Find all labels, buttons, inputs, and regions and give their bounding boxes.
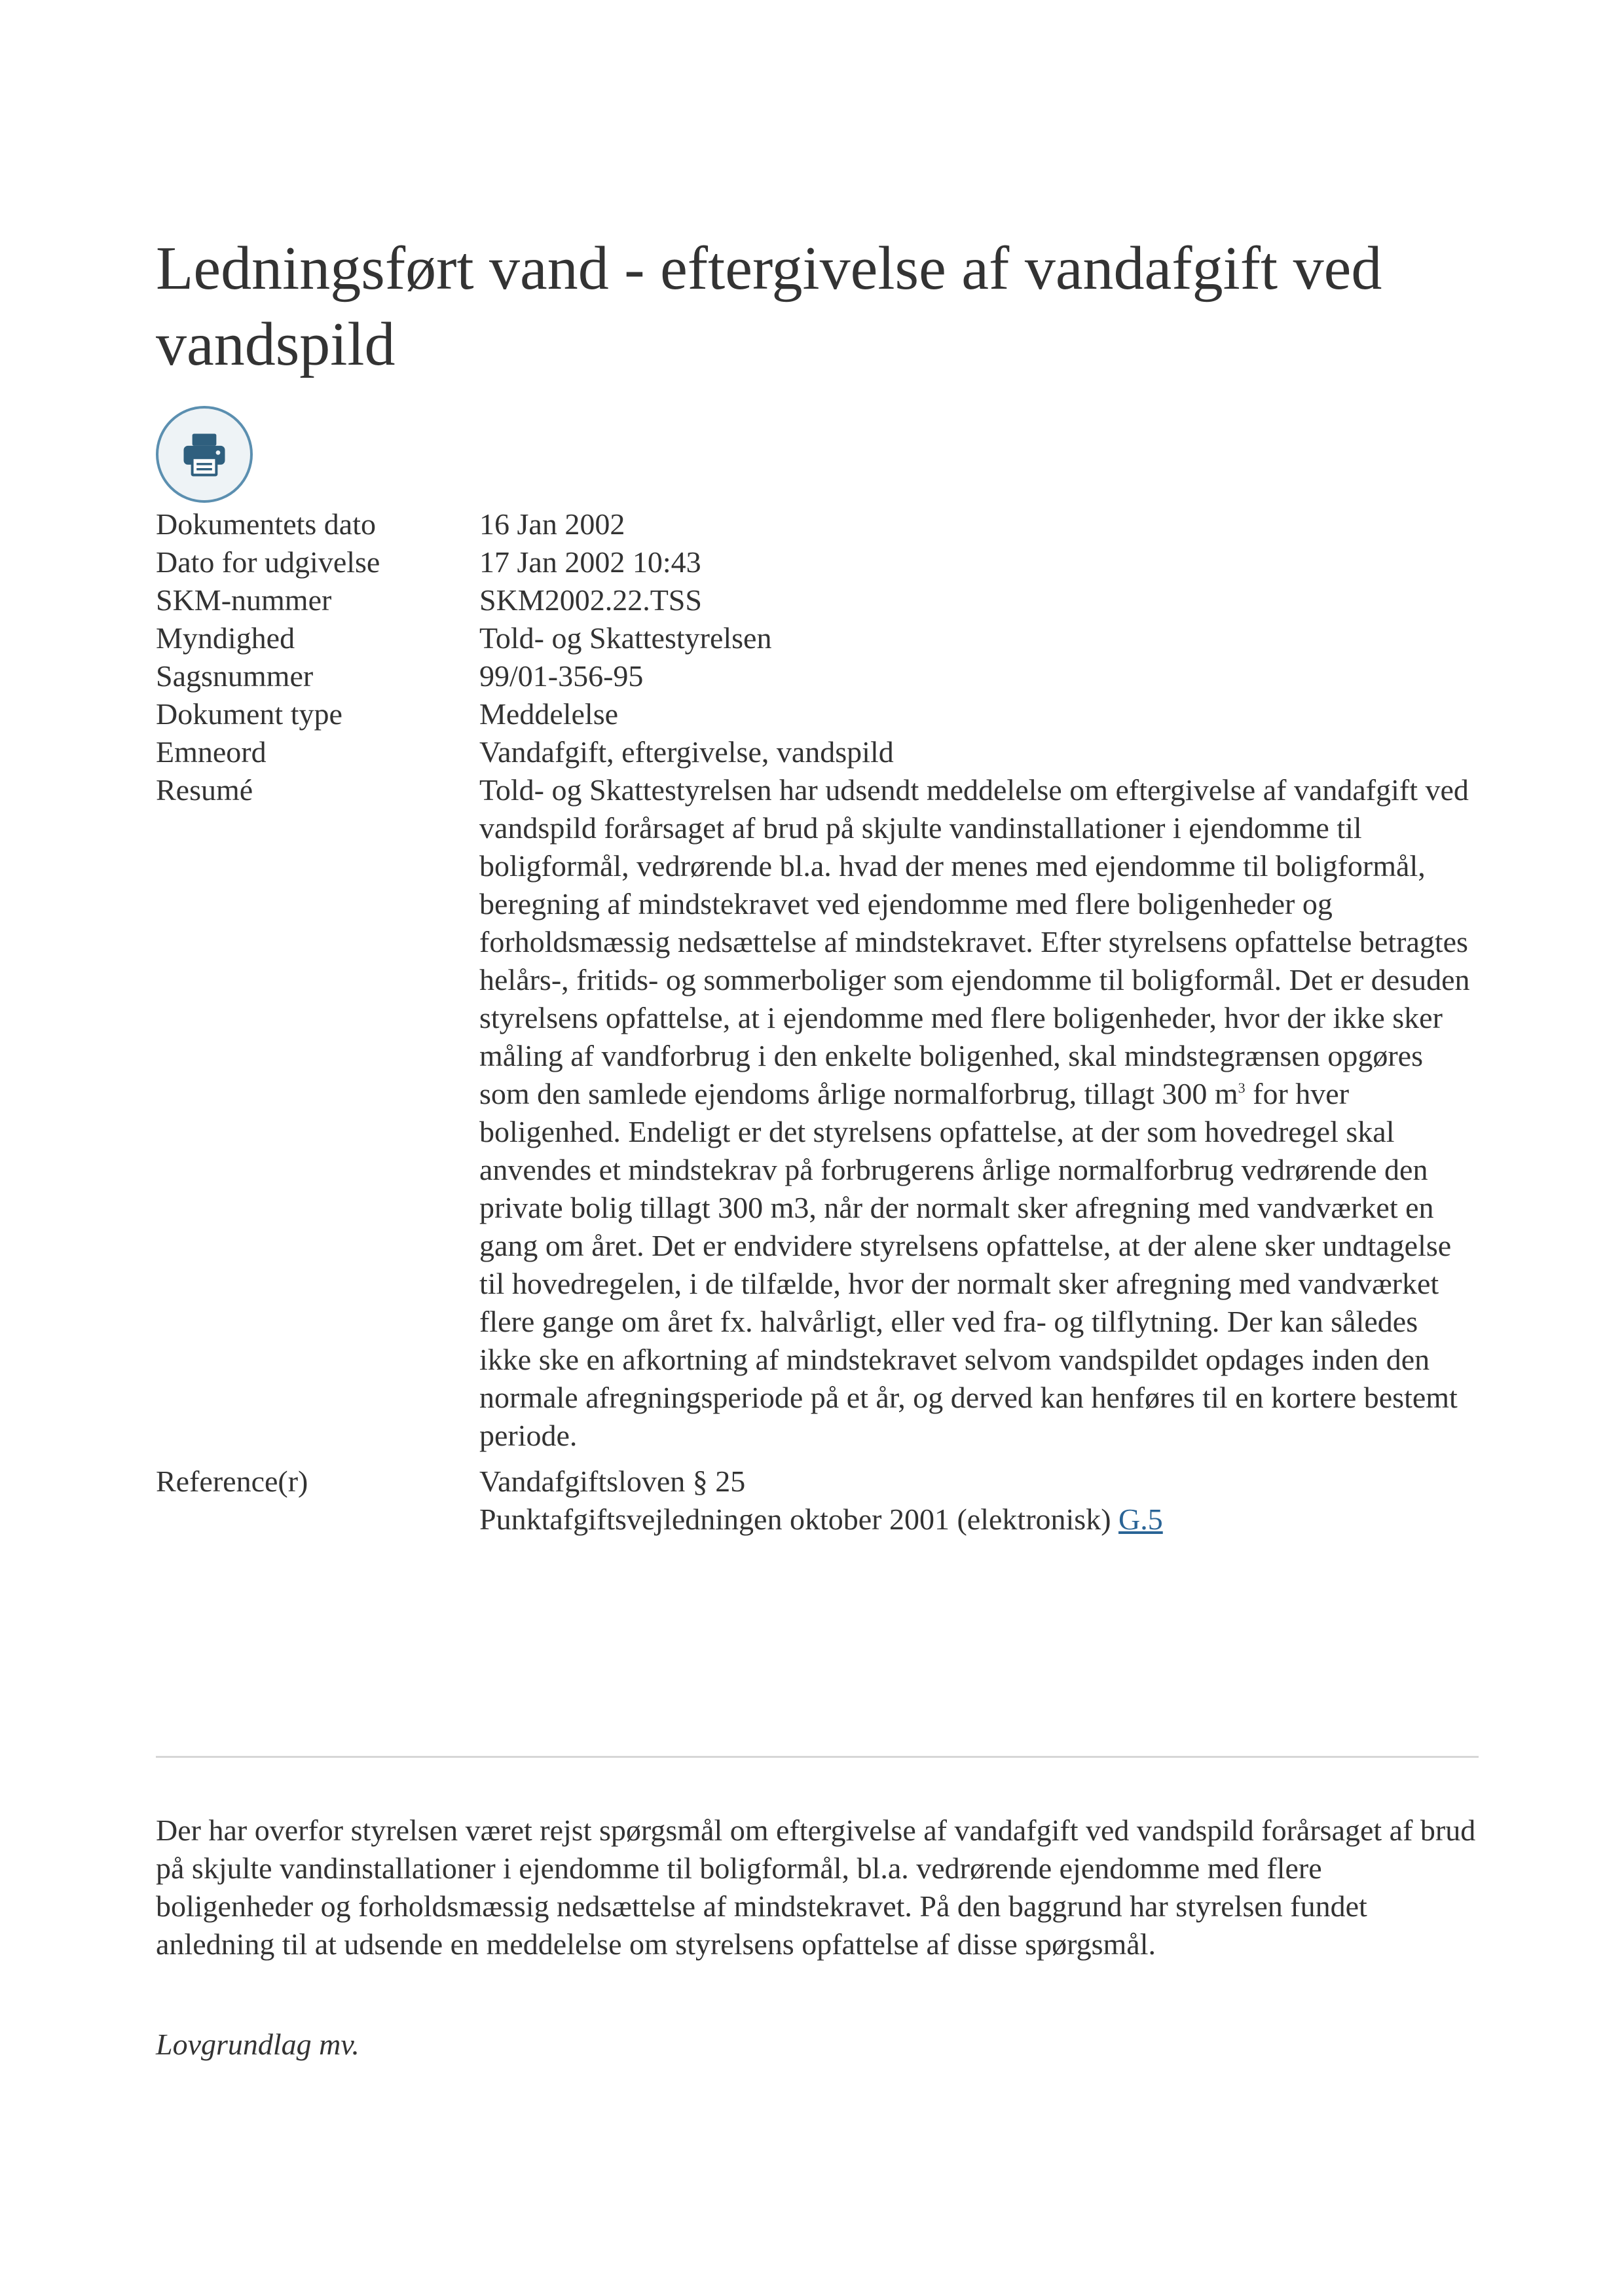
- reference-link-g5[interactable]: G.5: [1118, 1503, 1163, 1536]
- metadata-value: Told- og Skattestyrelsen: [479, 621, 772, 655]
- metadata-table: [156, 505, 1479, 1539]
- metadata-row-authority: [156, 619, 1479, 657]
- body-paragraph: Der har overfor styrelsen været rejst spørgsmål om eftergivelse af vandafgift ved vandspild forårsaget af brud på skjulte vandinstallationer i ejendomme til boligformål, bl.a. vedrørende ejendomme med flere boligenheder og forholdsmæssig nedsættelse af mindstekravet. På den baggrund har styrelsen fundet anledning til at udsende en meddelelse om styrelsens opfattelse af disse spørgsmål.: [156, 1813, 1476, 1961]
- metadata-label: SKM-nummer: [156, 583, 332, 617]
- metadata-label: Sagsnummer: [156, 659, 314, 693]
- metadata-value: Vandafgift, eftergivelse, vandspild: [479, 735, 894, 769]
- resume-text-part2: for hver boligenhed. Endeligt er det styrelsens opfattelse, at der som hovedregel skal anvendes et mindstekrav på forbrugerens årlige normalforbrug vedrørende den private bolig tillagt 300 m3, når der normalt sker afregning med vandværket en gang om året. Det er endvidere styrelsens opfattelse, at der alene sker undtagelse til hovedregelen, i de tilfælde, hvor der normalt sker afregning med vandværket flere gange om året fx. halvårligt, eller ved fra- og tilflytning. Der kan således ikke ske en afkortning af mindstekravet selvom vandspildet opdages inden den normale afregningsperiode på et år, og derved kan henføres til en kortere bestemt periode.: [479, 1077, 1458, 1452]
- superscript-three: 3: [1238, 1080, 1246, 1096]
- metadata-label: Emneord: [156, 735, 267, 769]
- metadata-value: 99/01-356-95: [479, 659, 644, 693]
- references-list: [479, 1463, 1475, 1539]
- page-title: Ledningsført vand - eftergivelse af vandafgift ved vandspild: [156, 234, 1382, 378]
- metadata-label: Dato for udgivelse: [156, 545, 380, 579]
- metadata-row-case-number: [156, 657, 1479, 695]
- metadata-value: SKM2002.22.TSS: [479, 583, 702, 617]
- print-button[interactable]: [156, 406, 253, 503]
- metadata-value: 16 Jan 2002: [479, 507, 625, 541]
- section-divider: [156, 1756, 1479, 1758]
- reference-item: Vandafgiftsloven § 25: [479, 1465, 746, 1498]
- resume-text: [479, 771, 1475, 1455]
- metadata-row-publish-date: [156, 543, 1479, 581]
- metadata-row-document-type: [156, 695, 1479, 733]
- metadata-label: Resumé: [156, 773, 253, 807]
- reference-item: [479, 1501, 1475, 1539]
- printer-icon: [177, 427, 232, 482]
- metadata-label: Reference(r): [156, 1465, 308, 1498]
- metadata-row-references: [156, 1463, 1479, 1539]
- metadata-value: Meddelelse: [479, 697, 619, 731]
- metadata-row-keywords: [156, 733, 1479, 771]
- reference-text: Punktafgiftsvejledningen oktober 2001 (elektronisk): [479, 1503, 1119, 1536]
- metadata-value: 17 Jan 2002 10:43: [479, 545, 701, 579]
- metadata-label: Dokumentets dato: [156, 507, 376, 541]
- metadata-row-document-date: [156, 505, 1479, 543]
- metadata-label: Dokument type: [156, 697, 342, 731]
- metadata-row-resume: [156, 771, 1479, 1455]
- metadata-row-skm-number: [156, 581, 1479, 619]
- section-subheading: Lovgrundlag mv.: [156, 2028, 360, 2061]
- resume-text-part1: Told- og Skattestyrelsen har udsendt meddelelse om eftergivelse af vandafgift ved vandspild forårsaget af brud på skjulte vandinstallationer i ejendomme til boligformål, vedrørende bl.a. hvad der menes med ejendomme til boligformål, beregning af mindstekravet ved ejendomme med flere boligenheder og forholdsmæssig nedsættelse af mindstekravet. Efter styrelsens opfattelse betragtes helårs-, fritids- og sommerboliger som ejendomme til boligformål. Det er desuden styrelsens opfattelse, at i ejendomme med flere boligenheder, hvor der ikke sker måling af vandforbrug i den enkelte boligenhed, skal mindstegrænsen opgøres som den samlede ejendoms årlige normalforbrug, tillagt 300 m: [479, 773, 1470, 1110]
- metadata-label: Myndighed: [156, 621, 295, 655]
